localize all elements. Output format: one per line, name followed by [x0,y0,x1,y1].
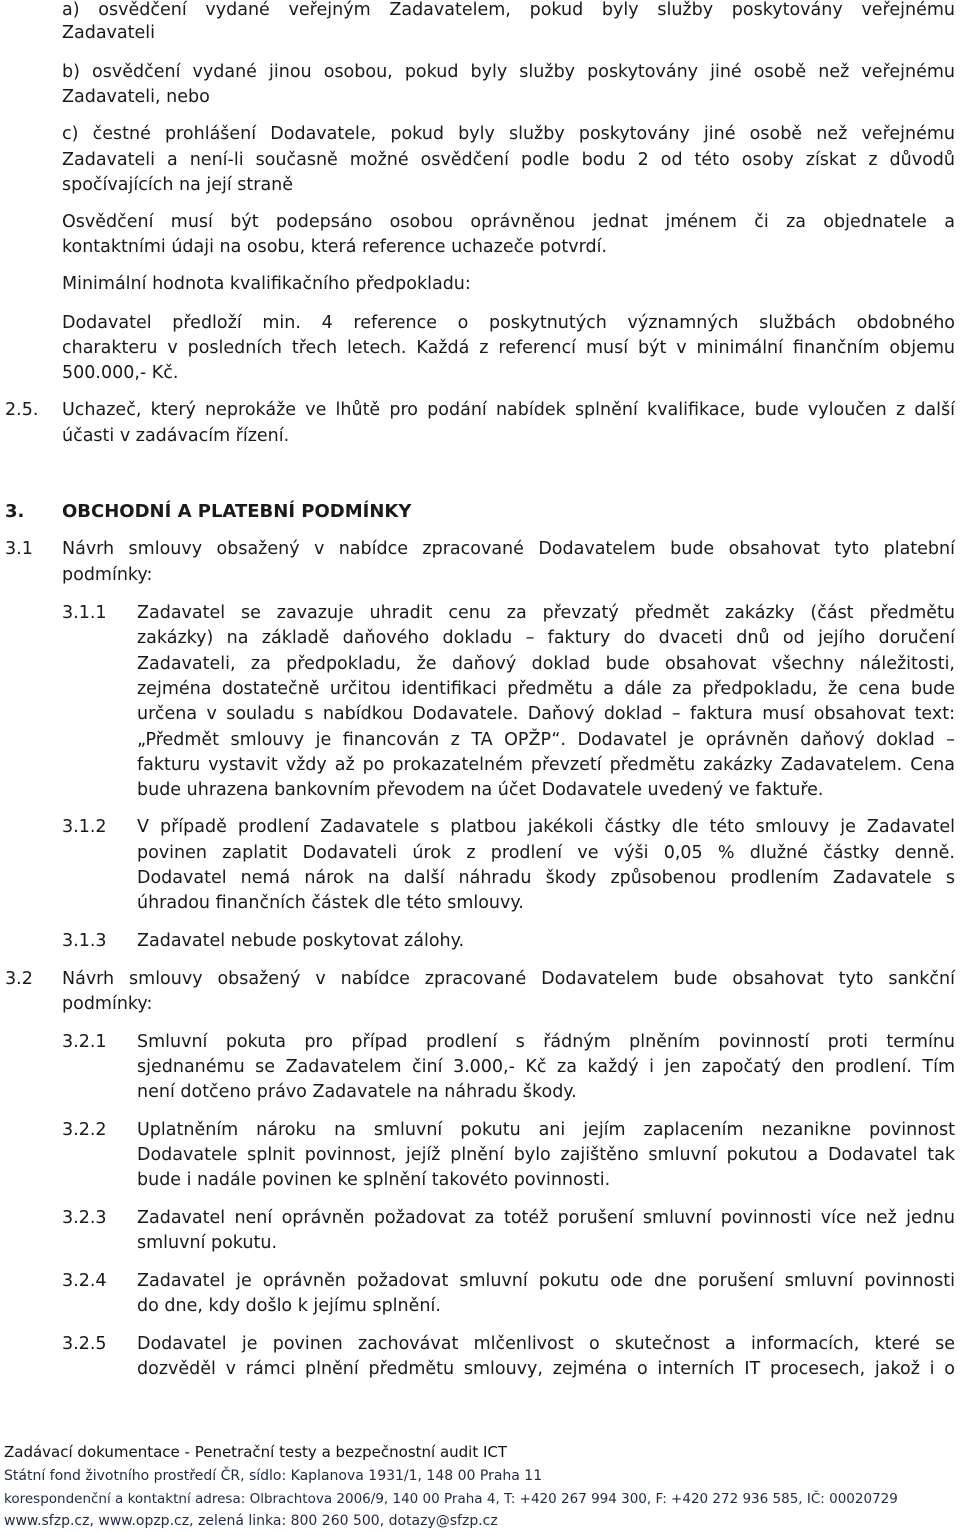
footer-document-title: Zadávací dokumentace - Penetrační testy a bezpečnostní audit ICT [4,1443,508,1461]
section-3-2-5-number: 3.2.5 [62,1334,107,1354]
section-3-1-1-number: 3.1.1 [62,603,107,623]
item-c-line-3: spočívajících na její straně [62,175,294,195]
section-3-2-2-line-3: bude i nadále povinen ke splnění takovéto povinnosti. [137,1170,611,1190]
item-c-line-1: c) čestné prohlášení Dodavatele, pokud byly služby poskytovány jiné osobě než veřejnému [62,124,955,144]
section-3-2-number: 3.2 [5,969,33,989]
section-3-1-1-line-7: fakturu vystavit vždy až po prokazatelném převzetí předmětu zakázky Zadavatelem. Cena [137,755,955,775]
section-3-2-2-number: 3.2.2 [62,1120,107,1140]
section-3-2-3-number: 3.2.3 [62,1208,107,1228]
dodavatel-predlozi-line-3: 500.000,- Kč. [62,363,179,383]
section-3-1-2-line-2: povinen zaplatit Dodavateli úrok z prodlení ve výši 0,05 % dlužné částky denně. [137,843,955,863]
osvedceni-line-1: Osvědčení musí být podepsáno osobou oprávněnou jednat jménem či za objednatele a [62,212,955,232]
section-3-1-1-line-6: „Předmět smlouvy je financován z TA OPŽP“. Dodavatel je oprávněn daňový doklad – [137,730,955,750]
item-a-line-1: a) osvědčení vydané veřejným Zadavatelem, pokud byly služby poskytovány veřejnému [62,0,955,20]
section-3-2-1-line-1: Smluvní pokuta pro případ prodlení s řádným plněním povinností proti termínu [137,1032,955,1052]
section-3-2-4-line-1: Zadavatel je oprávněn požadovat smluvní pokutu ode dne porušení smluvní povinnosti [137,1271,955,1291]
section-3-1-line-2: podmínky: [62,565,153,585]
footer-links-line [4,1512,498,1530]
section-3-2-line-2: podmínky: [62,994,153,1014]
footer-hotline: zelená linka: 800 260 500 [197,1513,380,1529]
section-3-2-line-1: Návrh smlouvy obsažený v nabídce zpracované Dodavatelem bude obsahovat tyto sankční [62,969,955,989]
section-2-5-line-1: Uchazeč, který neprokáže ve lhůtě pro podání nabídek splnění kvalifikace, bude vyloučen z další [62,400,955,420]
footer-contact-line: korespondenční a kontaktní adresa: Olbrachtova 2006/9, 140 00 Praha 4, T: +420 267 994 300, F: +420 272 936 585, IČ: 00020729 [4,1491,898,1507]
section-3-1-2-number: 3.1.2 [62,817,107,837]
section-2-5-number: 2.5. [5,400,39,420]
item-c-line-2: Zadavateli a není-li současně možné osvědčení podle bodu 2 od této osoby získat z důvodů [62,150,955,170]
dodavatel-predlozi-line-1: Dodavatel předloží min. 4 reference o poskytnutých významných službách obdobného [62,313,955,333]
section-3-2-2-line-2: Dodavatele splnit povinnost, jejíž plnění bylo zajištěno smluvní pokutou a Dodavatel tak [137,1145,955,1165]
section-3-1-number: 3.1 [5,539,33,559]
section-3-2-5-line-2: dozvěděl v rámci plnění předmětu smlouvy, zejména o interních IT procesech, jakož i o [137,1359,955,1379]
section-3-1-2-line-3: Dodavatel nemá nárok na další náhradu škody způsobenou prodlením Zadavatele s [137,868,955,888]
item-b-line-2: Zadavateli, nebo [62,87,210,107]
dodavatel-predlozi-line-2: charakteru v posledních třech letech. Každá z referencí musí být v minimální finančním objemu [62,338,955,358]
section-3-number: 3. [5,501,25,522]
section-3-2-5-line-1: Dodavatel je povinen zachovávat mlčenlivost o skutečnost a informacích, které se [137,1334,955,1354]
item-b-line-1: b) osvědčení vydané jinou osobou, pokud byly služby poskytovány jiné osobě než veřejnému [62,62,955,82]
section-3-1-1-line-4: zejména dostatečně určitou identifikaci předmětu a dále za předpokladu, že cena bude [137,679,955,699]
section-3-2-1-line-2: sjednanému se Zadavatelem činí 3.000,- Kč za každý i jen započatý den prodlení. Tím [137,1057,955,1077]
footer-email[interactable]: , dotazy@sfzp.cz [379,1513,498,1529]
section-3-1-1-line-2: zakázky) na základě daňového dokladu – faktury do dvaceti dnů od jejího doručení [137,628,955,648]
section-3-2-1-number: 3.2.1 [62,1032,107,1052]
section-3-2-2-line-1: Uplatněním nároku na smluvní pokutu ani jejím zaplacením nezanikne povinnost [137,1120,955,1140]
section-3-2-3-line-2: smluvní pokutu. [137,1233,278,1253]
section-2-5-line-2: účasti v zadávacím řízení. [62,426,290,446]
section-3-2-4-line-2: do dne, kdy došlo k jejímu splnění. [137,1296,441,1316]
footer-address-line: Státní fond životního prostředí ČR, sídlo: Kaplanova 1931/1, 148 00 Praha 11 [4,1468,543,1484]
min-hodnota-heading: Minimální hodnota kvalifikačního předpokladu: [62,274,471,294]
section-3-2-1-line-3: není dotčeno právo Zadavatele na náhradu škody. [137,1082,577,1102]
section-3-1-3-line-1: Zadavatel nebude poskytovat zálohy. [137,931,465,951]
footer-websites[interactable]: www.sfzp.cz, www.opzp.cz, [4,1513,198,1529]
section-3-1-2-line-4: úhradou finančních částek dle této smlouvy. [137,893,524,913]
section-3-1-3-number: 3.1.3 [62,931,107,951]
section-3-1-1-line-3: Zadavateli, za předpokladu, že daňový doklad bude obsahovat všechny náležitosti, [137,654,955,674]
section-3-1-line-1: Návrh smlouvy obsažený v nabídce zpracované Dodavatelem bude obsahovat tyto platební [62,539,955,559]
section-3-1-1-line-1: Zadavatel se zavazuje uhradit cenu za převzatý předmět zakázky (část předmětu [137,603,955,623]
section-3-1-2-line-1: V případě prodlení Zadavatele s platbou jakékoli částky dle této smlouvy je Zadavatel [137,817,955,837]
section-3-2-3-line-1: Zadavatel není oprávněn požadovat za totéž porušení smluvní povinnosti více než jednu [137,1208,955,1228]
section-3-2-4-number: 3.2.4 [62,1271,107,1291]
osvedceni-line-2: kontaktními údaji na osobu, která reference uchazeče potvrdí. [62,237,608,257]
item-a-line-2: Zadavateli [62,23,155,43]
section-3-1-1-line-5: určena v souladu s nabídkou Dodavatele. Daňový doklad – faktura musí obsahovat text: [137,704,955,724]
section-3-1-1-line-8: bude uhrazena bankovním převodem na účet Dodavatele uvedený ve faktuře. [137,780,824,800]
section-3-title: OBCHODNÍ A PLATEBNÍ PODMÍNKY [62,501,412,522]
